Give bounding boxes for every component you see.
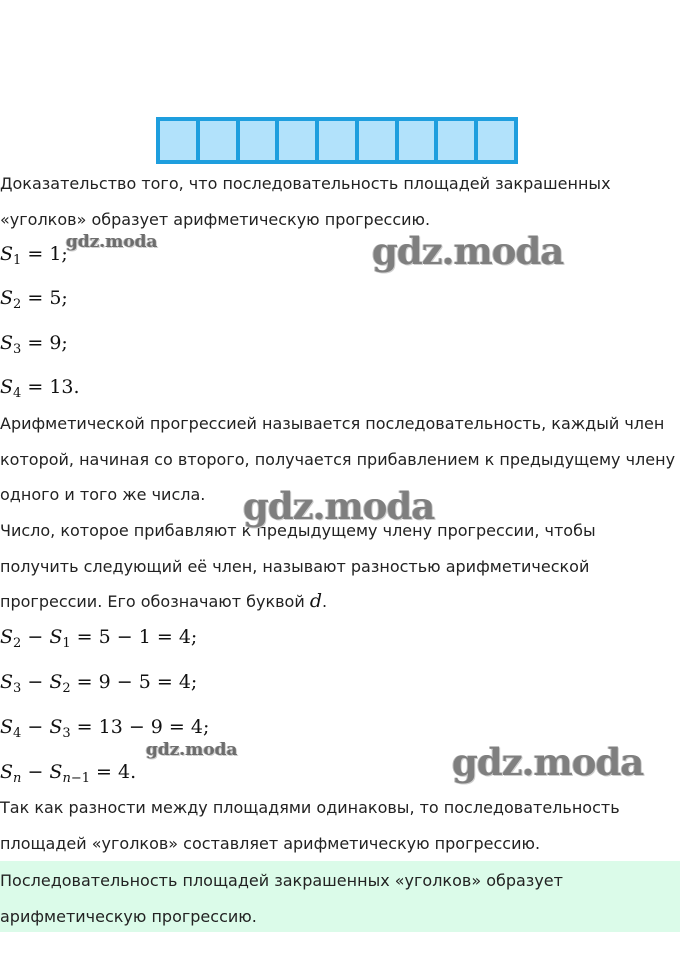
intro-line-2: «уголков» образует арифметическую прогрессию. — [0, 210, 431, 229]
area-s3: $S_3 = 9$; — [0, 332, 68, 357]
watermark: gdz.moda — [452, 740, 644, 784]
grid-cell — [200, 121, 236, 160]
intro-line-1: Доказательство того, что последовательность площадей закрашенных — [0, 174, 611, 193]
difference-line-1: Число, которое прибавляют к предыдущему члену прогрессии, чтобы — [0, 521, 596, 540]
area-s4: $S_4 = 13$. — [0, 376, 80, 401]
grid-cell — [319, 121, 355, 160]
grid-cell — [438, 121, 474, 160]
definition-line-3: одного и того же числа. — [0, 485, 206, 504]
grid-figure — [156, 117, 518, 164]
grid-cell — [399, 121, 435, 160]
definition-line-1: Арифметической прогрессией называется последовательность, каждый член — [0, 414, 665, 433]
grid-cell — [279, 121, 315, 160]
difference-eq-general: $S_n - S_{n-1} = 4$. — [0, 761, 137, 786]
watermark: gdz.moda — [146, 740, 238, 760]
difference-letter: d — [309, 590, 322, 612]
definition-line-2: которой, начиная со второго, получается прибавлением к предыдущему члену — [0, 450, 676, 469]
answer-line-1: Последовательность площадей закрашенных «уголков» образует — [0, 871, 563, 890]
difference-eq-2: $S_3 - S_2 = 9 - 5 = 4$; — [0, 671, 198, 696]
grid-cell — [160, 121, 196, 160]
watermark: gdz.moda — [243, 484, 435, 528]
difference-line-2: получить следующий её член, называют разностью арифметической — [0, 557, 590, 576]
grid-cell — [359, 121, 395, 160]
watermark: gdz.moda — [372, 229, 564, 273]
area-s1: $S_1 = 1$; — [0, 243, 68, 268]
difference-eq-3: $S_4 - S_3 = 13 - 9 = 4$; — [0, 716, 210, 741]
difference-eq-1: $S_2 - S_1 = 5 - 1 = 4$; — [0, 626, 198, 651]
grid-cell — [240, 121, 276, 160]
answer-line-2: арифметическую прогрессию. — [0, 907, 257, 926]
grid-cell — [478, 121, 514, 160]
conclusion-line-1: Так как разности между площадями одинаковы, то последовательность — [0, 798, 620, 817]
watermark: gdz.moda — [66, 232, 158, 252]
conclusion-line-2: площадей «уголков» составляет арифметическую прогрессию. — [0, 834, 541, 853]
area-s2: $S_2 = 5$; — [0, 287, 68, 312]
difference-line-3: прогрессии. Его обозначают буквой d. — [0, 590, 328, 612]
